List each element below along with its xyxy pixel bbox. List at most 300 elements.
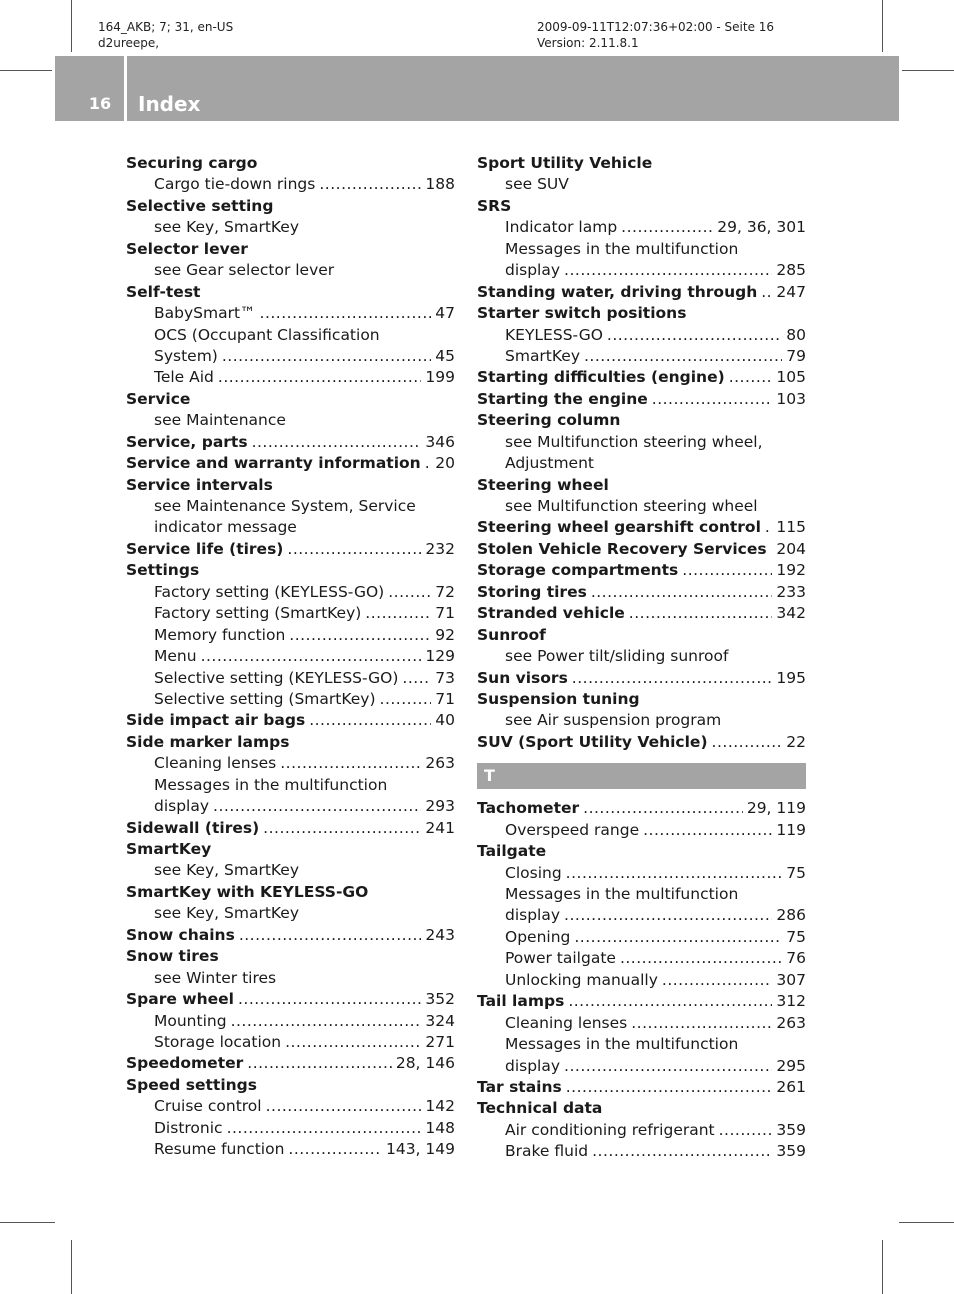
index-entry xyxy=(126,732,455,753)
entry-text: display xyxy=(505,261,561,280)
index-subentry xyxy=(477,325,806,346)
index-subentry xyxy=(126,903,455,924)
entry-text: Service intervals xyxy=(126,475,273,494)
entry-text: see Maintenance System, Service xyxy=(154,497,416,515)
entry-text: Sport Utility Vehicle xyxy=(477,154,653,172)
entry-text: Steering column xyxy=(477,411,621,430)
entry-text: Side marker lamps xyxy=(126,732,290,751)
entry-text: Cleaning lenses xyxy=(154,754,277,773)
entry-text: Brake fluid xyxy=(505,1142,589,1161)
index-entry xyxy=(477,282,806,303)
entry-text: Cleaning lenses xyxy=(505,1013,628,1032)
index-subentry xyxy=(477,346,806,367)
entry-text: Steering wheel xyxy=(477,475,609,494)
crop-mark xyxy=(0,1222,55,1223)
dot-leader xyxy=(620,948,782,969)
entry-text: Cargo tie-down rings xyxy=(154,175,316,194)
entry-text: Indicator lamp xyxy=(505,218,618,237)
entry-text: Storage compartments xyxy=(477,561,679,580)
index-entry xyxy=(477,582,806,603)
entry-text: see Winter tires xyxy=(154,968,277,987)
index-entry xyxy=(126,946,455,967)
index-subentry xyxy=(126,1118,455,1139)
entry-text: see Key, SmartKey xyxy=(154,218,300,237)
page-reference: 233 xyxy=(776,582,806,601)
index-subentry xyxy=(477,453,806,474)
dot-leader xyxy=(621,217,713,238)
index-entry xyxy=(477,603,806,624)
index-subentry xyxy=(126,625,455,646)
entry-text: Sun visors xyxy=(477,668,568,687)
entry-text: Selective setting (KEYLESS-GO) xyxy=(154,668,399,687)
meta-author: d2ureepe, xyxy=(98,36,160,50)
header-divider xyxy=(124,56,127,121)
entry-text: Air conditioning refrigerant xyxy=(505,1120,715,1139)
index-entry xyxy=(126,1053,455,1074)
page-reference: 115 xyxy=(776,518,806,537)
index-subentry xyxy=(477,260,806,281)
entry-text: Distronic xyxy=(154,1118,223,1137)
entry-text: Speed settings xyxy=(126,1075,258,1094)
entry-text: Memory function xyxy=(154,625,286,644)
entry-text: see Maintenance xyxy=(154,411,286,430)
index-entry xyxy=(126,989,455,1010)
index-subentry xyxy=(477,496,806,517)
index-entry xyxy=(477,1098,806,1119)
entry-text: BabySmart™ xyxy=(154,304,256,323)
index-subentry xyxy=(126,1032,455,1053)
index-entry xyxy=(477,1077,806,1098)
page-reference: 232 xyxy=(425,539,455,558)
page-title: Index xyxy=(138,92,201,116)
meta-version: Version: 2.11.8.1 xyxy=(537,36,639,50)
entry-text: KEYLESS-GO xyxy=(505,325,603,344)
page-reference: 71 xyxy=(435,689,455,708)
index-entry xyxy=(477,303,806,324)
index-subentry xyxy=(126,1139,455,1160)
index-entry xyxy=(126,925,455,946)
index-list-t xyxy=(477,798,806,1162)
index-subentry xyxy=(126,410,455,431)
index-entry xyxy=(477,475,806,496)
entry-text: see Gear selector lever xyxy=(154,261,335,280)
page-reference: 28, 146 xyxy=(395,1054,455,1073)
index-subentry xyxy=(126,517,455,538)
page-reference: 359 xyxy=(776,1142,806,1161)
print-meta-right xyxy=(537,19,774,51)
index-entry xyxy=(126,818,455,839)
dot-leader xyxy=(252,432,422,453)
entry-text: Tar stains xyxy=(477,1077,562,1096)
entry-text: Tail lamps xyxy=(477,992,565,1011)
entry-text: Tele Aid xyxy=(154,368,214,387)
page-reference: 192 xyxy=(776,561,806,580)
page-reference: 271 xyxy=(425,1032,455,1051)
entry-text: Messages in the multifunction xyxy=(505,239,739,258)
entry-text: Settings xyxy=(126,561,200,580)
index-subentry xyxy=(477,174,806,195)
dot-leader xyxy=(388,582,431,603)
entry-text: System) xyxy=(154,346,218,365)
index-subentry xyxy=(126,496,455,517)
dot-leader xyxy=(765,517,773,538)
crop-mark xyxy=(0,70,52,71)
section-header-t xyxy=(477,763,806,789)
index-subentry xyxy=(126,968,455,989)
index-entry xyxy=(126,539,455,560)
index-entry xyxy=(477,991,806,1012)
page-reference: 22 xyxy=(786,732,806,751)
dot-leader xyxy=(631,1013,772,1034)
dot-leader xyxy=(280,753,421,774)
index-subentry xyxy=(477,948,806,969)
section-letter: T xyxy=(484,766,495,786)
entry-text: Opening xyxy=(505,927,571,946)
entry-text: see Power tilt/sliding sunroof xyxy=(505,647,729,666)
page-reference: 72 xyxy=(435,582,455,601)
dot-leader xyxy=(652,389,773,410)
dot-leader xyxy=(260,303,432,324)
crop-mark xyxy=(71,1240,72,1294)
entry-text: SRS xyxy=(477,196,512,215)
dot-leader xyxy=(566,1077,773,1098)
dot-leader xyxy=(402,668,431,689)
entry-text: display xyxy=(505,1056,561,1075)
index-subentry xyxy=(477,217,806,238)
entry-text: Selective setting xyxy=(126,196,274,215)
page-reference: 346 xyxy=(425,432,455,451)
crop-mark xyxy=(902,70,954,71)
index-list-s xyxy=(477,153,806,753)
entry-text: Spare wheel xyxy=(126,990,234,1009)
crop-mark xyxy=(882,0,883,52)
index-subentry xyxy=(477,646,806,667)
entry-text: Snow chains xyxy=(126,925,235,944)
index-subentry xyxy=(126,582,455,603)
dot-leader xyxy=(239,925,422,946)
page-reference: 241 xyxy=(425,818,455,837)
index-subentry xyxy=(477,927,806,948)
entry-text: Mounting xyxy=(154,1011,227,1030)
index-subentry xyxy=(477,1120,806,1141)
entry-text: Speedometer xyxy=(126,1054,244,1073)
meta-timestamp: 2009-09-11T12:07:36+02:00 - Seite 16 xyxy=(537,20,775,34)
index-entry xyxy=(477,539,806,560)
index-subentry xyxy=(477,1034,806,1055)
entry-text: Tachometer xyxy=(477,799,580,818)
dot-leader xyxy=(564,905,772,926)
entry-text: Suspension tuning xyxy=(477,689,640,708)
index-subentry xyxy=(126,217,455,238)
page-reference: 247 xyxy=(776,282,806,301)
page-reference: 359 xyxy=(776,1120,806,1139)
entry-text: SmartKey with KEYLESS-GO xyxy=(126,882,369,901)
index-subentry xyxy=(126,260,455,281)
index-entry xyxy=(126,432,455,453)
entry-text: Sunroof xyxy=(477,625,546,644)
entry-text: display xyxy=(154,797,210,816)
page-reference: 307 xyxy=(776,970,806,989)
entry-text: Messages in the multifunction xyxy=(505,1035,739,1054)
entry-text: Tailgate xyxy=(477,842,547,861)
meta-doc-id: 164_AKB; 7; 31, en-US xyxy=(98,20,234,34)
dot-leader xyxy=(607,325,782,346)
entry-text: Snow tires xyxy=(126,947,219,966)
dot-leader xyxy=(231,1011,422,1032)
index-subentry xyxy=(477,432,806,453)
entry-text: Starter switch positions xyxy=(477,304,687,323)
dot-leader xyxy=(365,603,431,624)
entry-text: Menu xyxy=(154,647,197,666)
index-entry xyxy=(477,560,806,581)
dot-leader xyxy=(213,796,421,817)
index-entry xyxy=(477,625,806,646)
index-subentry xyxy=(126,689,455,710)
page-reference: 143, 149 xyxy=(385,1140,455,1159)
dot-leader xyxy=(629,603,773,624)
index-entry xyxy=(126,239,455,260)
index-entry xyxy=(126,710,455,731)
entry-text: Stolen Vehicle Recovery Services xyxy=(477,539,767,558)
page-reference: 312 xyxy=(776,992,806,1011)
dot-leader xyxy=(227,1118,422,1139)
entry-text: Selector lever xyxy=(126,239,248,258)
entry-text: Service, parts xyxy=(126,432,248,451)
index-entry xyxy=(126,282,455,303)
entry-text: Closing xyxy=(505,863,562,882)
index-entry xyxy=(477,689,806,710)
index-subentry xyxy=(126,1011,455,1032)
index-subentry xyxy=(126,646,455,667)
index-entry xyxy=(477,389,806,410)
dot-leader xyxy=(583,798,743,819)
entry-text: Storage location xyxy=(154,1032,282,1051)
entry-text: indicator message xyxy=(154,518,297,537)
dot-leader xyxy=(564,1056,772,1077)
page-reference: 92 xyxy=(435,625,455,644)
entry-text: Messages in the multifunction xyxy=(505,885,739,903)
page-reference: 45 xyxy=(435,346,455,365)
entry-text: Standing water, driving through xyxy=(477,282,758,301)
entry-text: see Multifunction steering wheel, xyxy=(505,432,763,451)
dot-leader xyxy=(574,927,782,948)
index-entry xyxy=(477,410,806,431)
index-subentry xyxy=(126,603,455,624)
index-subentry xyxy=(126,1096,455,1117)
page-reference: 79 xyxy=(786,346,806,365)
dot-leader xyxy=(662,970,773,991)
index-entry xyxy=(126,475,455,496)
index-subentry xyxy=(477,905,806,926)
page-reference: 76 xyxy=(786,949,806,968)
entry-text: Securing cargo xyxy=(126,154,258,172)
index-subentry xyxy=(477,1141,806,1162)
page-reference: 286 xyxy=(776,906,806,925)
entry-text: SmartKey xyxy=(505,346,580,365)
page-reference: 199 xyxy=(425,368,455,387)
dot-leader xyxy=(591,582,773,603)
entry-text: Messages in the multifunction xyxy=(154,775,388,794)
dot-leader xyxy=(712,732,783,753)
index-subentry xyxy=(126,796,455,817)
index-entry xyxy=(477,367,806,388)
entry-text: see Key, SmartKey xyxy=(154,861,300,880)
dot-leader xyxy=(568,991,772,1012)
page-reference: 129 xyxy=(425,647,455,666)
entry-text: Storing tires xyxy=(477,582,587,601)
page-reference: 352 xyxy=(425,990,455,1009)
index-subentry xyxy=(126,668,455,689)
page-reference: 243 xyxy=(425,925,455,944)
dot-leader xyxy=(425,453,432,474)
entry-text: see Air suspension program xyxy=(505,711,722,730)
index-entry xyxy=(126,453,455,474)
page-reference: 263 xyxy=(425,754,455,773)
page-reference: 195 xyxy=(776,668,806,687)
entry-text: see Key, SmartKey xyxy=(154,904,300,923)
entry-text: Side impact air bags xyxy=(126,711,306,730)
dot-leader xyxy=(222,346,431,367)
index-subentry xyxy=(126,346,455,367)
entry-text: SmartKey xyxy=(126,840,212,858)
page-reference: 47 xyxy=(435,304,455,323)
page-reference: 204 xyxy=(776,539,806,558)
dot-leader xyxy=(285,1032,421,1053)
entry-text: Self-test xyxy=(126,282,201,301)
page-reference: 105 xyxy=(776,368,806,387)
dot-leader xyxy=(566,863,783,884)
dot-leader xyxy=(729,367,773,388)
dot-leader xyxy=(572,668,773,689)
index-entry xyxy=(477,153,806,174)
entry-text: Steering wheel gearshift control xyxy=(477,518,761,537)
entry-text: Service life (tires) xyxy=(126,539,284,558)
index-entry xyxy=(477,841,806,862)
entry-text: Cruise control xyxy=(154,1097,262,1116)
dot-leader xyxy=(247,1053,392,1074)
index-subentry xyxy=(126,303,455,324)
dot-leader xyxy=(218,367,422,388)
page-reference: 29, 119 xyxy=(746,799,806,818)
index-entry xyxy=(126,882,455,903)
dot-leader xyxy=(266,1096,422,1117)
index-subentry xyxy=(477,884,806,905)
index-subentry xyxy=(477,710,806,731)
dot-leader xyxy=(643,820,772,841)
entry-text: see SUV xyxy=(505,175,569,194)
entry-text: Technical data xyxy=(477,1099,603,1118)
index-subentry xyxy=(477,820,806,841)
entry-text: Factory setting (KEYLESS-GO) xyxy=(154,582,385,601)
dot-leader xyxy=(289,625,431,646)
index-entry xyxy=(477,732,806,753)
entry-text: Selective setting (SmartKey) xyxy=(154,689,376,708)
dot-leader xyxy=(288,1139,382,1160)
index-column-left xyxy=(126,153,455,1161)
entry-text: display xyxy=(505,906,561,925)
index-subentry xyxy=(477,863,806,884)
entry-text: Sidewall (tires) xyxy=(126,818,260,837)
index-entry xyxy=(477,798,806,819)
page-reference: 324 xyxy=(425,1011,455,1030)
page-reference: 148 xyxy=(425,1118,455,1137)
entry-text: Factory setting (SmartKey) xyxy=(154,604,362,623)
index-entry xyxy=(126,1075,455,1096)
index-subentry xyxy=(126,174,455,195)
page-reference: 40 xyxy=(435,711,455,730)
page-reference: 29, 36, 301 xyxy=(717,218,806,237)
dot-leader xyxy=(771,539,773,560)
entry-text: Starting difficulties (engine) xyxy=(477,368,725,387)
page-reference: 263 xyxy=(776,1013,806,1032)
index-subentry xyxy=(477,970,806,991)
entry-text: Service xyxy=(126,389,191,408)
index-entry xyxy=(126,560,455,581)
dot-leader xyxy=(201,646,422,667)
page-reference: 71 xyxy=(435,604,455,623)
page-reference: 20 xyxy=(435,454,455,473)
page-reference: 103 xyxy=(776,389,806,408)
index-subentry xyxy=(477,1056,806,1077)
entry-text: Starting the engine xyxy=(477,389,648,408)
crop-mark xyxy=(71,0,72,52)
page-number: 16 xyxy=(88,94,112,113)
entry-text: OCS (Occupant Classification xyxy=(154,325,380,344)
entry-text: Power tailgate xyxy=(505,949,616,968)
entry-text: Overspeed range xyxy=(505,820,640,839)
dot-leader xyxy=(287,539,421,560)
index-entry xyxy=(477,196,806,217)
index-column-right xyxy=(477,153,806,1163)
page-reference: 342 xyxy=(776,604,806,623)
dot-leader xyxy=(719,1120,773,1141)
page-reference: 80 xyxy=(786,325,806,344)
crop-mark xyxy=(899,1222,954,1223)
index-subentry xyxy=(477,1013,806,1034)
entry-text: Unlocking manually xyxy=(505,970,658,989)
index-entry xyxy=(126,389,455,410)
page-reference: 295 xyxy=(776,1056,806,1075)
index-subentry xyxy=(126,367,455,388)
index-entry xyxy=(126,153,455,174)
crop-mark xyxy=(882,1240,883,1294)
entry-text: Adjustment xyxy=(505,454,594,473)
dot-leader xyxy=(263,818,421,839)
dot-leader xyxy=(309,710,431,731)
dot-leader xyxy=(761,282,772,303)
dot-leader xyxy=(238,989,421,1010)
index-entry xyxy=(126,839,455,860)
entry-text: Resume function xyxy=(154,1140,285,1159)
page-reference: 73 xyxy=(435,668,455,687)
dot-leader xyxy=(319,174,421,195)
dot-leader xyxy=(380,689,432,710)
dot-leader xyxy=(682,560,772,581)
dot-leader xyxy=(584,346,782,367)
page-reference: 293 xyxy=(425,797,455,816)
page-reference: 119 xyxy=(776,820,806,839)
index-entry xyxy=(126,196,455,217)
dot-leader xyxy=(564,260,772,281)
print-meta-left xyxy=(98,19,233,51)
page-reference: 285 xyxy=(776,261,806,280)
dot-leader xyxy=(592,1141,772,1162)
page-reference: 261 xyxy=(776,1077,806,1096)
entry-text: Service and warranty information xyxy=(126,454,421,473)
index-subentry xyxy=(126,860,455,881)
index-subentry xyxy=(126,325,455,346)
index-subentry xyxy=(126,753,455,774)
